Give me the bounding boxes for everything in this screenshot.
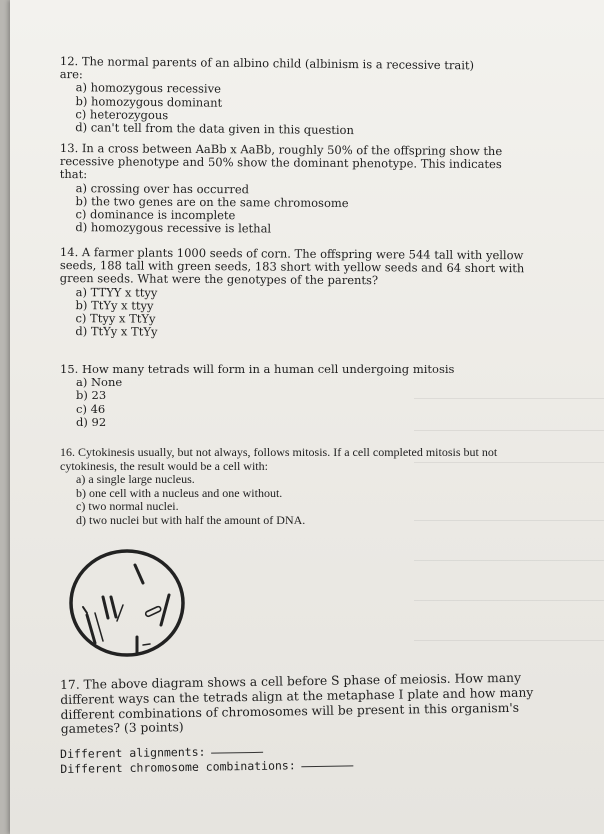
answer-option: c) Ttyy x TtYy	[75, 311, 156, 326]
answer-option: b) 23	[76, 388, 107, 403]
bleed-through-line	[414, 640, 604, 641]
answer-option: d) 92	[76, 414, 107, 429]
answer-option: a) crossing over has occurred	[75, 180, 250, 196]
answer-option: c) 46	[76, 401, 106, 416]
answer-option: b) homozygous dominant	[75, 93, 223, 110]
answer-option: a) homozygous recessive	[75, 80, 222, 97]
answer-option: d) TtYy x TtYy	[75, 324, 158, 339]
worksheet-page	[10, 0, 604, 834]
answer-section	[60, 741, 440, 777]
cell-diagram	[65, 545, 195, 665]
chromosome	[95, 613, 103, 641]
bleed-through-line	[414, 430, 604, 431]
alignments-label: Different alignments:	[60, 744, 206, 761]
bleed-through-line	[414, 600, 604, 601]
answer-option: d) homozygous recessive is lethal	[75, 220, 272, 236]
chromosome	[135, 565, 143, 583]
combinations-label: Different chromosome combinations:	[60, 758, 296, 776]
question-17	[60, 670, 566, 737]
question-14	[59, 246, 530, 342]
alignments-blank[interactable]	[212, 752, 264, 754]
chromosome	[111, 597, 116, 617]
question-stem: 16. Cytokinesis usually, but not always, follows mitosis. If a cell completed mitosis but not cytokinesis, the result would be a cell with:	[60, 445, 498, 473]
answer-option: b) TtYy x ttyy	[75, 297, 154, 313]
answer-option: d) two nuclei but with half the amount of DNA.	[76, 512, 306, 527]
chromosome	[143, 644, 150, 645]
chromosome	[83, 607, 87, 613]
question-stem: 13. In a cross between AaBb x AaBb, roughly 50% of the offspring show the recessive phenotype and 50% show the dominant phenotype. This indicates that:	[59, 141, 503, 182]
combinations-blank[interactable]	[302, 765, 354, 767]
answer-option: a) TTYY x ttyy	[75, 284, 158, 300]
answer-option: c) heterozygous	[75, 106, 169, 122]
chromosome	[161, 595, 169, 625]
question-13	[59, 142, 510, 238]
chromosome	[103, 597, 108, 618]
answer-option: a) a single large nucleus.	[76, 472, 195, 487]
question-stem: 14. A farmer plants 1000 seeds of corn. The offspring were 544 tall with yellow seeds, 188 tall with green seeds, 183 short with yellow seeds and 64 short with green seeds. What were the genotypes of the parents?	[59, 245, 525, 288]
question-stem: 15. How many tetrads will form in a human cell undergoing mitosis	[60, 362, 455, 376]
answer-option: c) two normal nuclei.	[76, 499, 179, 514]
answer-option: a) None	[76, 375, 123, 390]
answer-option: c) dominance is incomplete	[75, 207, 236, 223]
question-12	[59, 55, 480, 139]
question-stem: 17. The above diagram shows a cell before S phase of meiosis. How many different ways can the tetrads align at the metaphase I plate and how many different combinations of chromosomes will be present in this organism's gametes? (3 points)	[60, 670, 534, 737]
question-16	[60, 446, 525, 528]
chromosome	[117, 605, 123, 621]
question-15	[60, 363, 480, 429]
question-stem: 12. The normal parents of an albino child (albinism is a recessive trait) are:	[59, 54, 475, 82]
answer-option: b) the two genes are on the same chromosome	[75, 193, 349, 210]
answer-option: b) one cell with a nucleus and one without.	[76, 485, 283, 500]
bleed-through-line	[414, 560, 604, 561]
chromosome	[145, 606, 162, 617]
answer-option: d) can't tell from the data given in this question	[75, 120, 354, 138]
